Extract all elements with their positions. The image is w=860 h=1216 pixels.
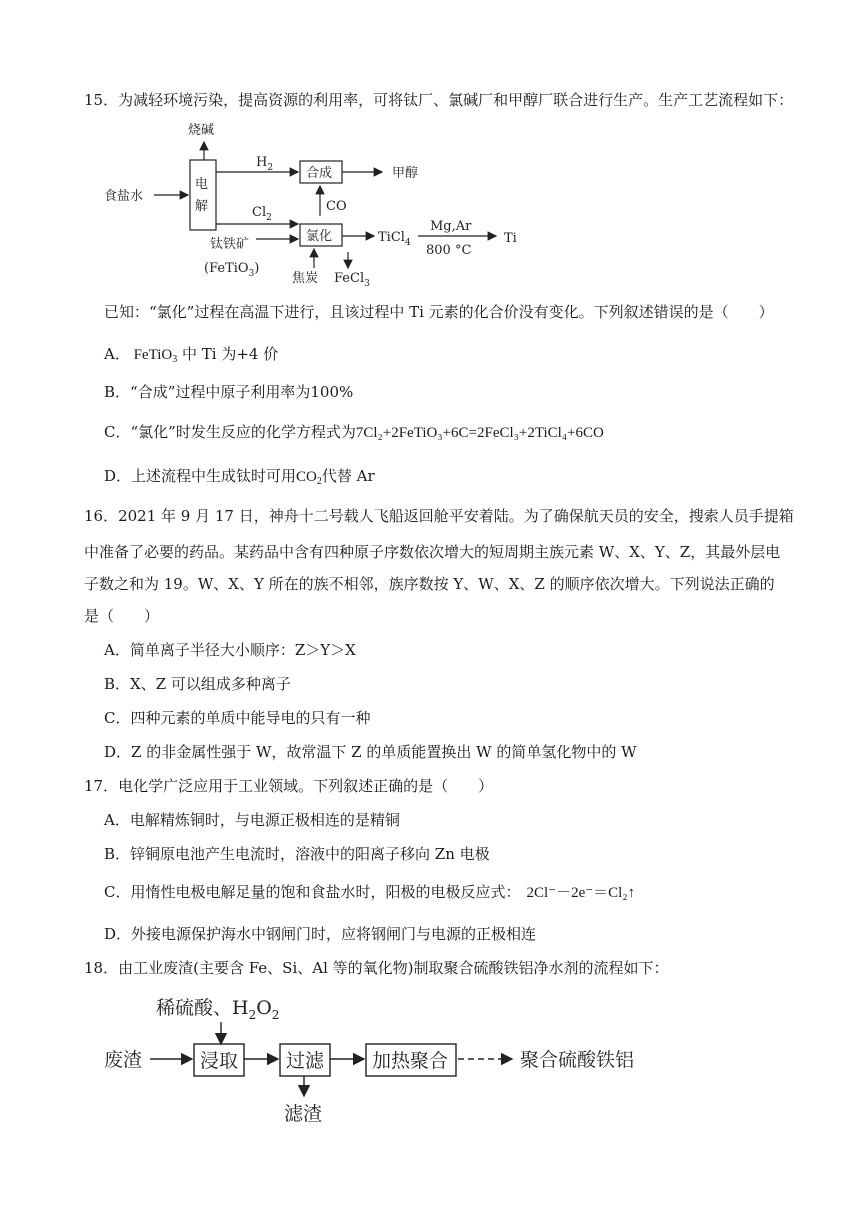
q15-option-c: C．“氯化”时发生反应的化学方程式为7Cl₂+2FeTiO₃+6C=2FeCl₃+2TiCl₄+6CO xyxy=(104,423,604,441)
q17-option-a: A．电解精炼铜时，与电源正极相连的是精铜 xyxy=(104,811,400,829)
q15-known: 已知：“氯化”过程在高温下进行，且该过程中 Ti 元素的化合价没有变化。下列叙述错误的是（ ） xyxy=(104,303,774,321)
label-jiachun: 甲醇 xyxy=(392,166,419,181)
q15-option-b: B．“合成”过程中原子利用率为100% xyxy=(104,383,354,401)
label-product: 聚合硫酸铁铝 xyxy=(520,1049,635,1071)
q16-option-b: B．X、Z 可以组成多种离子 xyxy=(104,675,291,693)
q18-stem: 18．由工业废渣(主要含 Fe、Si、Al 等的氧化物)制取聚合硫酸铁铝净水剂的流程如下： xyxy=(84,959,669,977)
label-ti: Ti xyxy=(504,231,517,246)
label-jie: 解 xyxy=(195,199,209,214)
label-fetio3: (FeTiO$_3$) xyxy=(204,261,260,279)
q15-flow-diagram xyxy=(100,116,540,286)
label-guolv: 过滤 xyxy=(286,1050,325,1072)
q18-flow-diagram xyxy=(104,990,664,1130)
label-hecheng: 合成 xyxy=(306,166,333,181)
q16-option-a: A．简单离子半径大小顺序：Z＞Y＞X xyxy=(104,641,356,659)
q16-line-3: 子数之和为 19。W、X、Y 所在的族不相邻，族序数按 Y、W、X、Z 的顺序依次增大。下列说法正确的 xyxy=(84,575,775,593)
q16-line-1: 16．2021 年 9 月 17 日，神舟十二号载人飞船返回舱平安着陆。为了确保航天员的安全，搜索人员手提箱 xyxy=(84,507,794,525)
label-lvhua: 氯化 xyxy=(306,229,333,244)
q15-option-c-equation: 7Cl₂+2FeTiO₃+6C=2FeCl₃+2TiCl₄+6CO xyxy=(355,425,604,441)
label-h2: $H_2$ xyxy=(256,155,274,173)
q17-option-c: C．用惰性电极电解足量的饱和食盐水时，阳极的电极反应式： 2Cl⁻－2e⁻＝Cl₂↑ xyxy=(104,883,636,901)
label-shiyanshui: 食盐水 xyxy=(104,189,144,204)
box-electrolysis xyxy=(190,160,216,230)
label-lvzha: 滤渣 xyxy=(284,1103,323,1125)
q17-option-d: D．外接电源保护海水中钢闸门时，应将钢闸门与电源的正极相连 xyxy=(104,925,537,943)
label-temp: 800 °C xyxy=(426,243,472,258)
q17-option-c-equation: 2Cl⁻－2e⁻＝Cl₂↑ xyxy=(526,885,636,901)
q16-line-2: 中准备了必要的药品。某药品中含有四种原子序数依次增大的短周期主族元素 W、X、Y、Z，其最外层电 xyxy=(84,543,781,561)
q16-line-4: 是（ ） xyxy=(84,607,160,625)
label-jinqu: 浸取 xyxy=(200,1050,239,1072)
q17-option-b: B．锌铜原电池产生电流时，溶液中的阳离子移向 Zn 电极 xyxy=(104,845,490,863)
label-jiare: 加热聚合 xyxy=(372,1050,449,1072)
label-co: CO xyxy=(326,199,347,214)
q15-option-d: D．上述流程中生成钛时可用$CO_2$代替 Ar xyxy=(104,467,375,487)
q17-stem: 17．电化学广泛应用于工业领域。下列叙述正确的是（ ） xyxy=(84,777,494,795)
label-dian: 电 xyxy=(195,177,209,192)
label-cl2: $Cl_2$ xyxy=(252,205,272,223)
q16-option-d: D．Z 的非金属性强于 W，故常温下 Z 的单质能置换出 W 的简单氢化物中的 W xyxy=(104,743,637,761)
label-fecl3: FeCl$_3$ xyxy=(334,271,370,286)
label-mgar: Mg,Ar xyxy=(430,219,472,234)
label-reagent: 稀硫酸、$H_2O_2$ xyxy=(156,997,280,1022)
label-ticl4: TiCl$_4$ xyxy=(378,230,411,248)
q15-option-a: A． FeTiO$_3$ 中 Ti 为+4 价 xyxy=(104,345,279,365)
label-shaojian: 烧碱 xyxy=(188,123,215,138)
label-feizha: 废渣 xyxy=(104,1049,143,1071)
q16-option-c: C．四种元素的单质中能导电的只有一种 xyxy=(104,709,371,727)
q15-stem: 15．为减轻环境污染，提高资源的利用率，可将钛厂、氯碱厂和甲醇厂联合进行生产。生产工艺流程如下： xyxy=(84,91,794,109)
label-jiaotan: 焦炭 xyxy=(292,271,319,286)
label-taitiekuang: 钛铁矿 xyxy=(210,237,250,252)
